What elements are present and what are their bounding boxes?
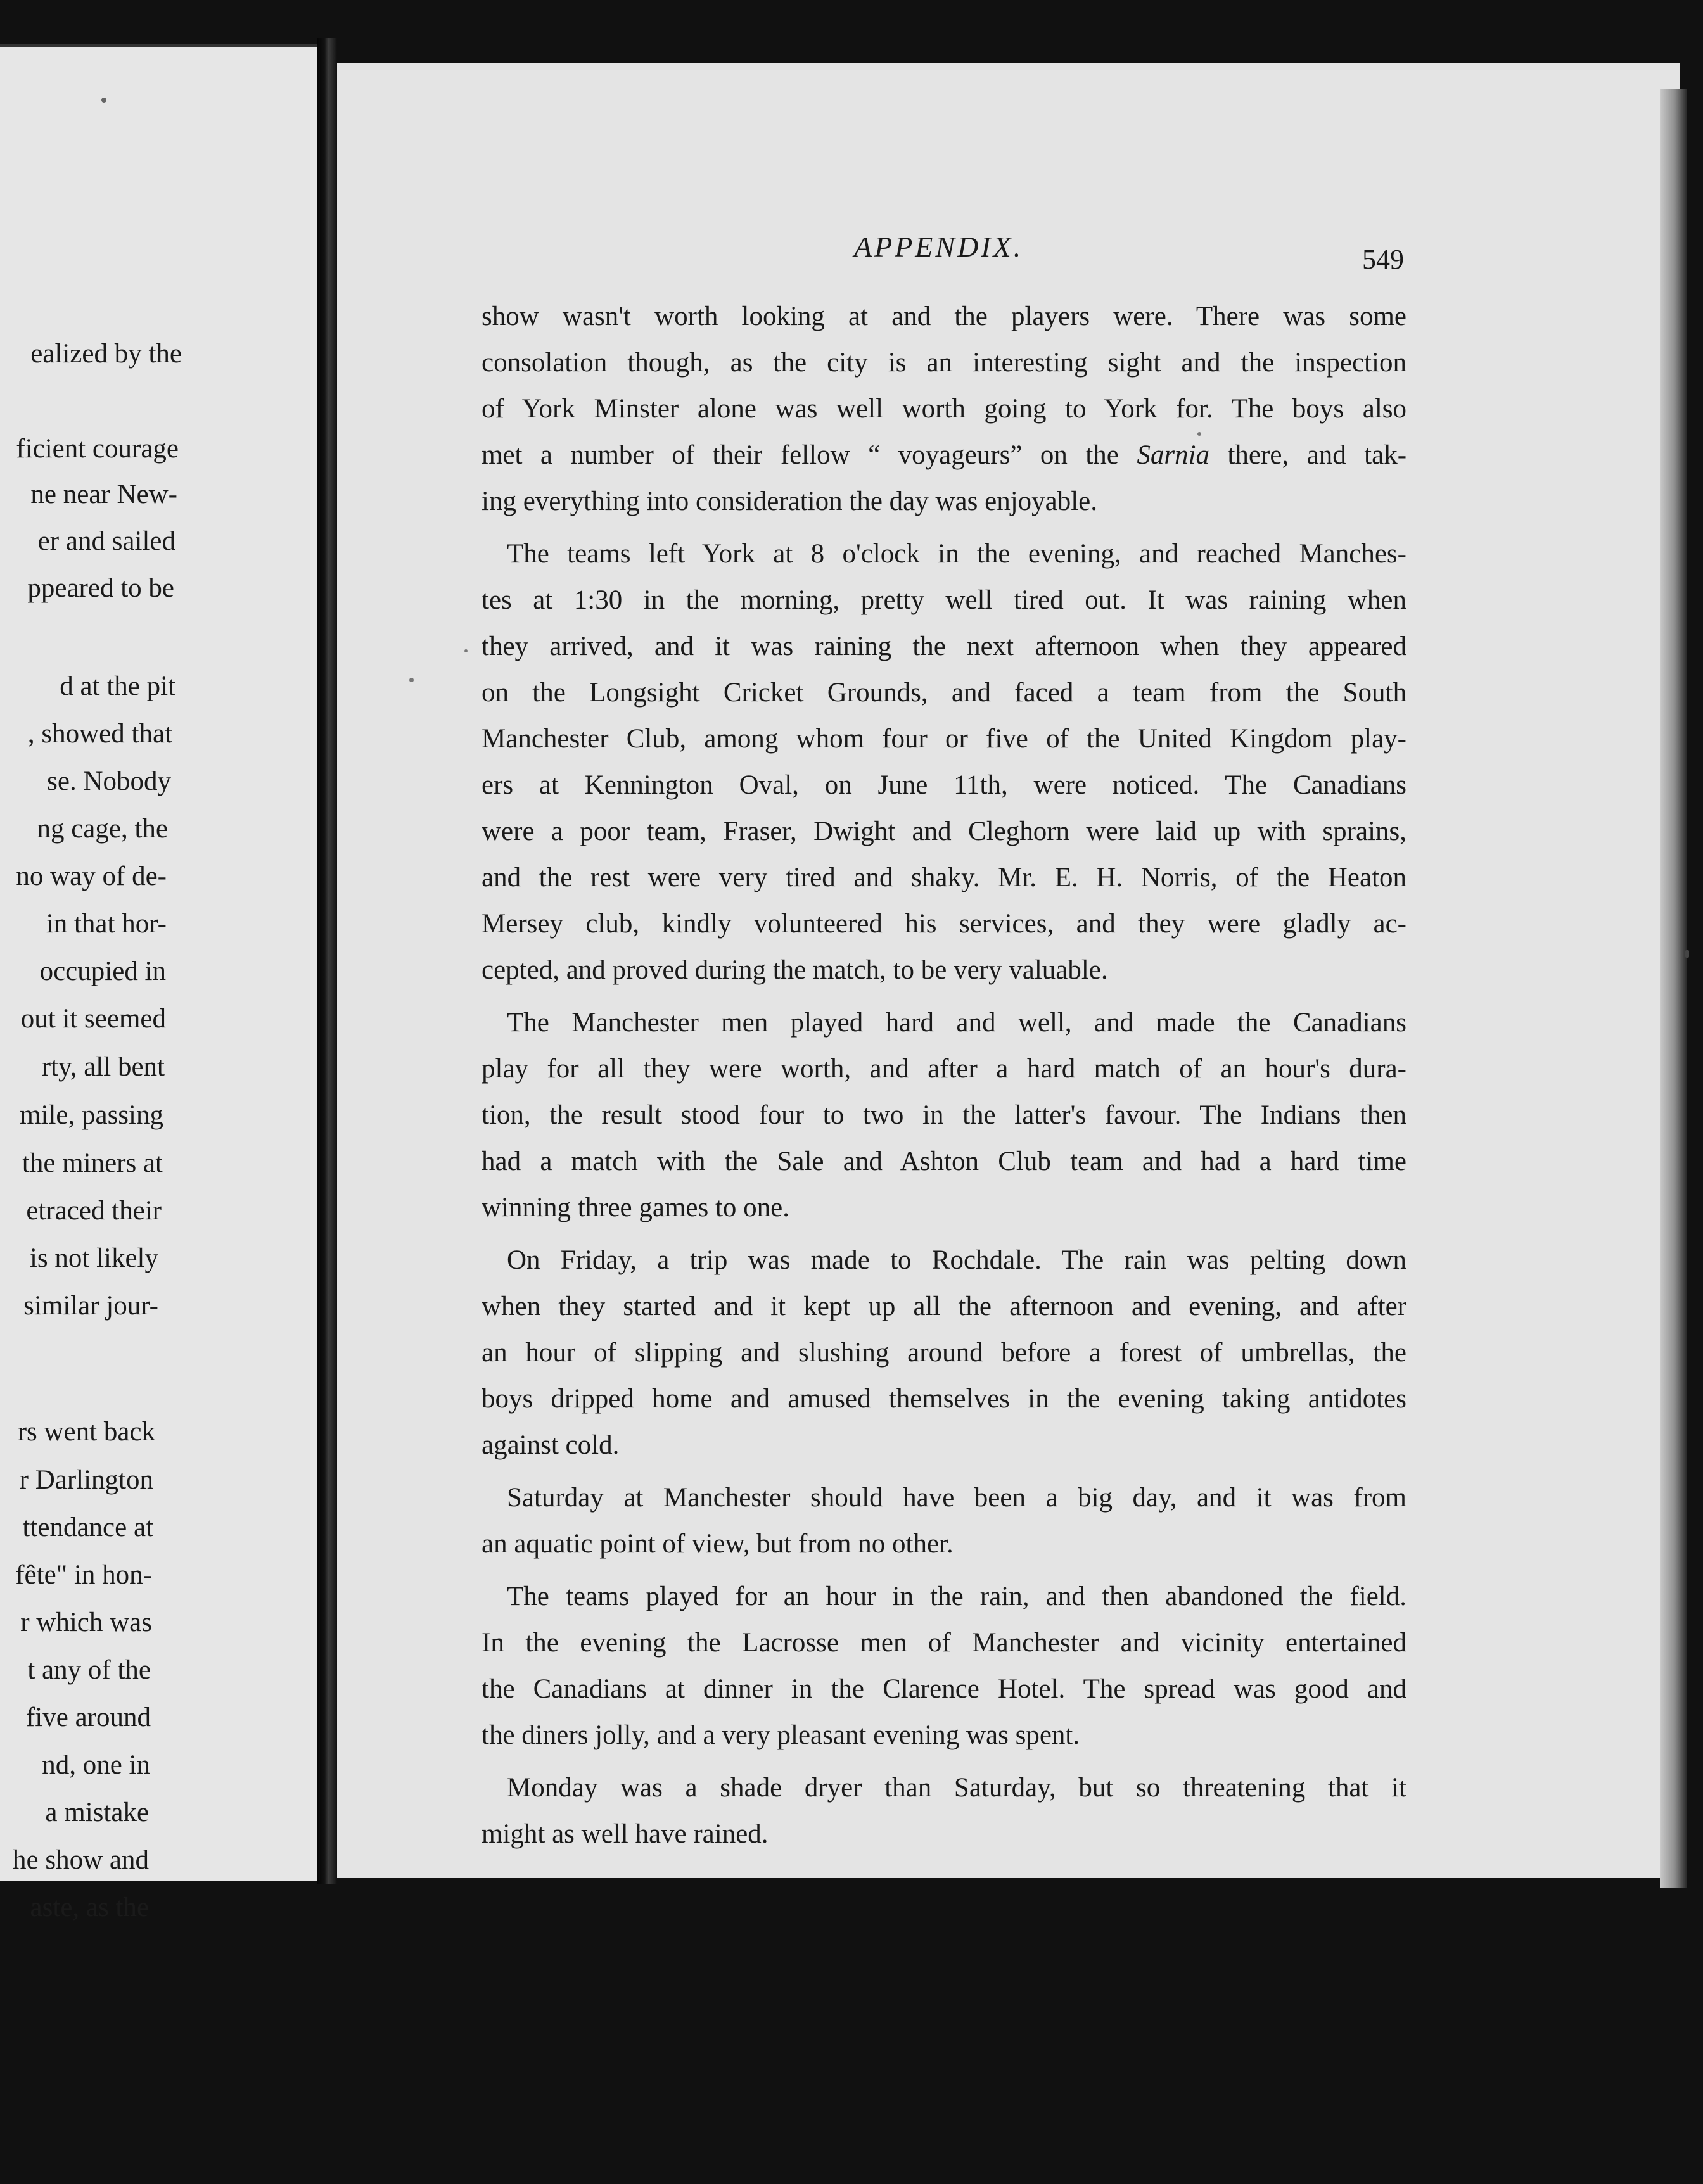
text-line: play for all they were worth, and after a hard match of an hour's dura-: [482, 1054, 1406, 1084]
ink-speck: [464, 649, 468, 652]
text-line: show wasn't worth looking at and the players were. There was some: [482, 302, 1406, 331]
left-page-line: in that hor-: [46, 909, 167, 939]
left-page-line: rs went back: [17, 1417, 155, 1447]
left-page-line: five around: [25, 1703, 151, 1732]
text-line: tes at 1:30 in the morning, pretty well tired out. It was raining when: [482, 585, 1406, 615]
left-page-line: no way of de-: [16, 861, 167, 891]
text-fragment: met a number of their fellow “ voyageurs” on the: [482, 440, 1119, 470]
left-page-line: d at the pit: [60, 671, 175, 701]
left-page-line: nd, one in: [42, 1750, 150, 1780]
text-line: consolation though, as the city is an interesting sight and the inspection: [482, 348, 1406, 378]
left-page: [0, 44, 317, 1922]
running-head: APPENDIX.: [854, 231, 1024, 263]
text-line: [482, 436, 1406, 474]
left-page-line: r which was: [20, 1608, 152, 1637]
text-line: On Friday, a trip was made to Rochdale. The rain was pelting down: [507, 1245, 1406, 1275]
left-page-line: mile, passing: [20, 1100, 163, 1130]
text-line: In the evening the Lacrosse men of Manchester and vicinity entertained: [482, 1628, 1406, 1658]
text-line: Monday was a shade dryer than Saturday, but so threatening that it: [507, 1773, 1406, 1803]
text-line: on the Longsight Cricket Grounds, and faced a team from the South: [482, 678, 1406, 708]
left-page-line: is not likely: [29, 1243, 158, 1273]
text-line: against cold.: [482, 1430, 620, 1460]
left-page-line: occupied in: [39, 956, 166, 986]
left-page-line: aste, as the: [30, 1893, 149, 1922]
text-line: an hour of slipping and slushing around before a forest of umbrellas, the: [482, 1338, 1406, 1368]
left-page-line: , showed that: [27, 719, 172, 749]
text-line: an aquatic point of view, but from no other.: [482, 1529, 954, 1559]
ship-name: Sarnia: [1137, 440, 1210, 470]
text-line: The Manchester men played hard and well, and made the Canadians: [507, 1008, 1406, 1038]
text-line: winning three games to one.: [482, 1193, 790, 1222]
left-page-line: r Darlington: [19, 1465, 153, 1495]
ink-speck: [101, 98, 106, 103]
left-page-line: ng cage, the: [37, 814, 168, 844]
left-page-line: ppeared to be: [27, 573, 174, 603]
left-page-line: etraced their: [26, 1196, 162, 1226]
left-page-line: rty, all bent: [41, 1052, 165, 1082]
text-line: The teams left York at 8 o'clock in the evening, and reached Manches-: [507, 539, 1406, 569]
text-line: Manchester Club, among whom four or five of the United Kingdom play-: [482, 724, 1406, 754]
left-page-line: he show and: [13, 1845, 149, 1875]
left-page-line: se. Nobody: [47, 766, 171, 796]
text-line: were a poor team, Fraser, Dwight and Cleghorn were laid up with sprains,: [482, 816, 1406, 846]
book-gutter: [317, 38, 337, 1884]
ink-speck: [1685, 950, 1689, 958]
text-line: Saturday at Manchester should have been a big day, and it was from: [507, 1483, 1406, 1513]
page-number: 549: [1362, 244, 1404, 275]
text-line: ing everything into consideration the day was enjoyable.: [482, 486, 1098, 516]
text-line: the Canadians at dinner in the Clarence Hotel. The spread was good and: [482, 1674, 1406, 1704]
left-page-line: ficient courage: [16, 434, 179, 464]
ink-speck: [409, 678, 414, 682]
text-line: Mersey club, kindly volunteered his services, and they were gladly ac-: [482, 909, 1406, 939]
text-line: of York Minster alone was well worth going to York for. The boys also: [482, 394, 1406, 424]
ink-speck: [1197, 432, 1201, 436]
left-page-line: er and sailed: [37, 526, 175, 556]
text-line: when they started and it kept up all the afternoon and evening, and after: [482, 1292, 1406, 1321]
left-page-line: a mistake: [45, 1798, 149, 1827]
text-line: tion, the result stood four to two in the latter's favour. The Indians then: [482, 1100, 1406, 1130]
page-edge: [1660, 89, 1687, 1888]
text-line: boys dripped home and amused themselves in the evening taking antidotes: [482, 1384, 1406, 1414]
text-line: the diners jolly, and a very pleasant evening was spent.: [482, 1720, 1080, 1750]
text-line: and the rest were very tired and shaky. Mr. E. H. Norris, of the Heaton: [482, 863, 1406, 892]
text-line: ers at Kennington Oval, on June 11th, were noticed. The Canadians: [482, 770, 1406, 800]
left-page-line: out it seemed: [20, 1004, 166, 1034]
left-page-line: t any of the: [27, 1655, 151, 1685]
left-page-line: ttendance at: [22, 1513, 153, 1542]
text-line: The teams played for an hour in the rain, and then abandoned the field.: [507, 1582, 1406, 1611]
left-page-line: ealized by the: [30, 339, 182, 369]
left-page-line: fête" in hon-: [15, 1560, 152, 1590]
text-line: might as well have rained.: [482, 1819, 769, 1849]
left-page-line: the miners at: [22, 1148, 163, 1178]
text-fragment: there, and tak-: [1227, 440, 1406, 470]
text-line: had a match with the Sale and Ashton Club team and had a hard time: [482, 1146, 1406, 1176]
left-page-line: ne near New-: [30, 479, 177, 509]
text-line: cepted, and proved during the match, to be very valuable.: [482, 955, 1108, 985]
left-page-line: similar jour-: [23, 1291, 158, 1321]
text-line: they arrived, and it was raining the next afternoon when they appeared: [482, 632, 1406, 661]
